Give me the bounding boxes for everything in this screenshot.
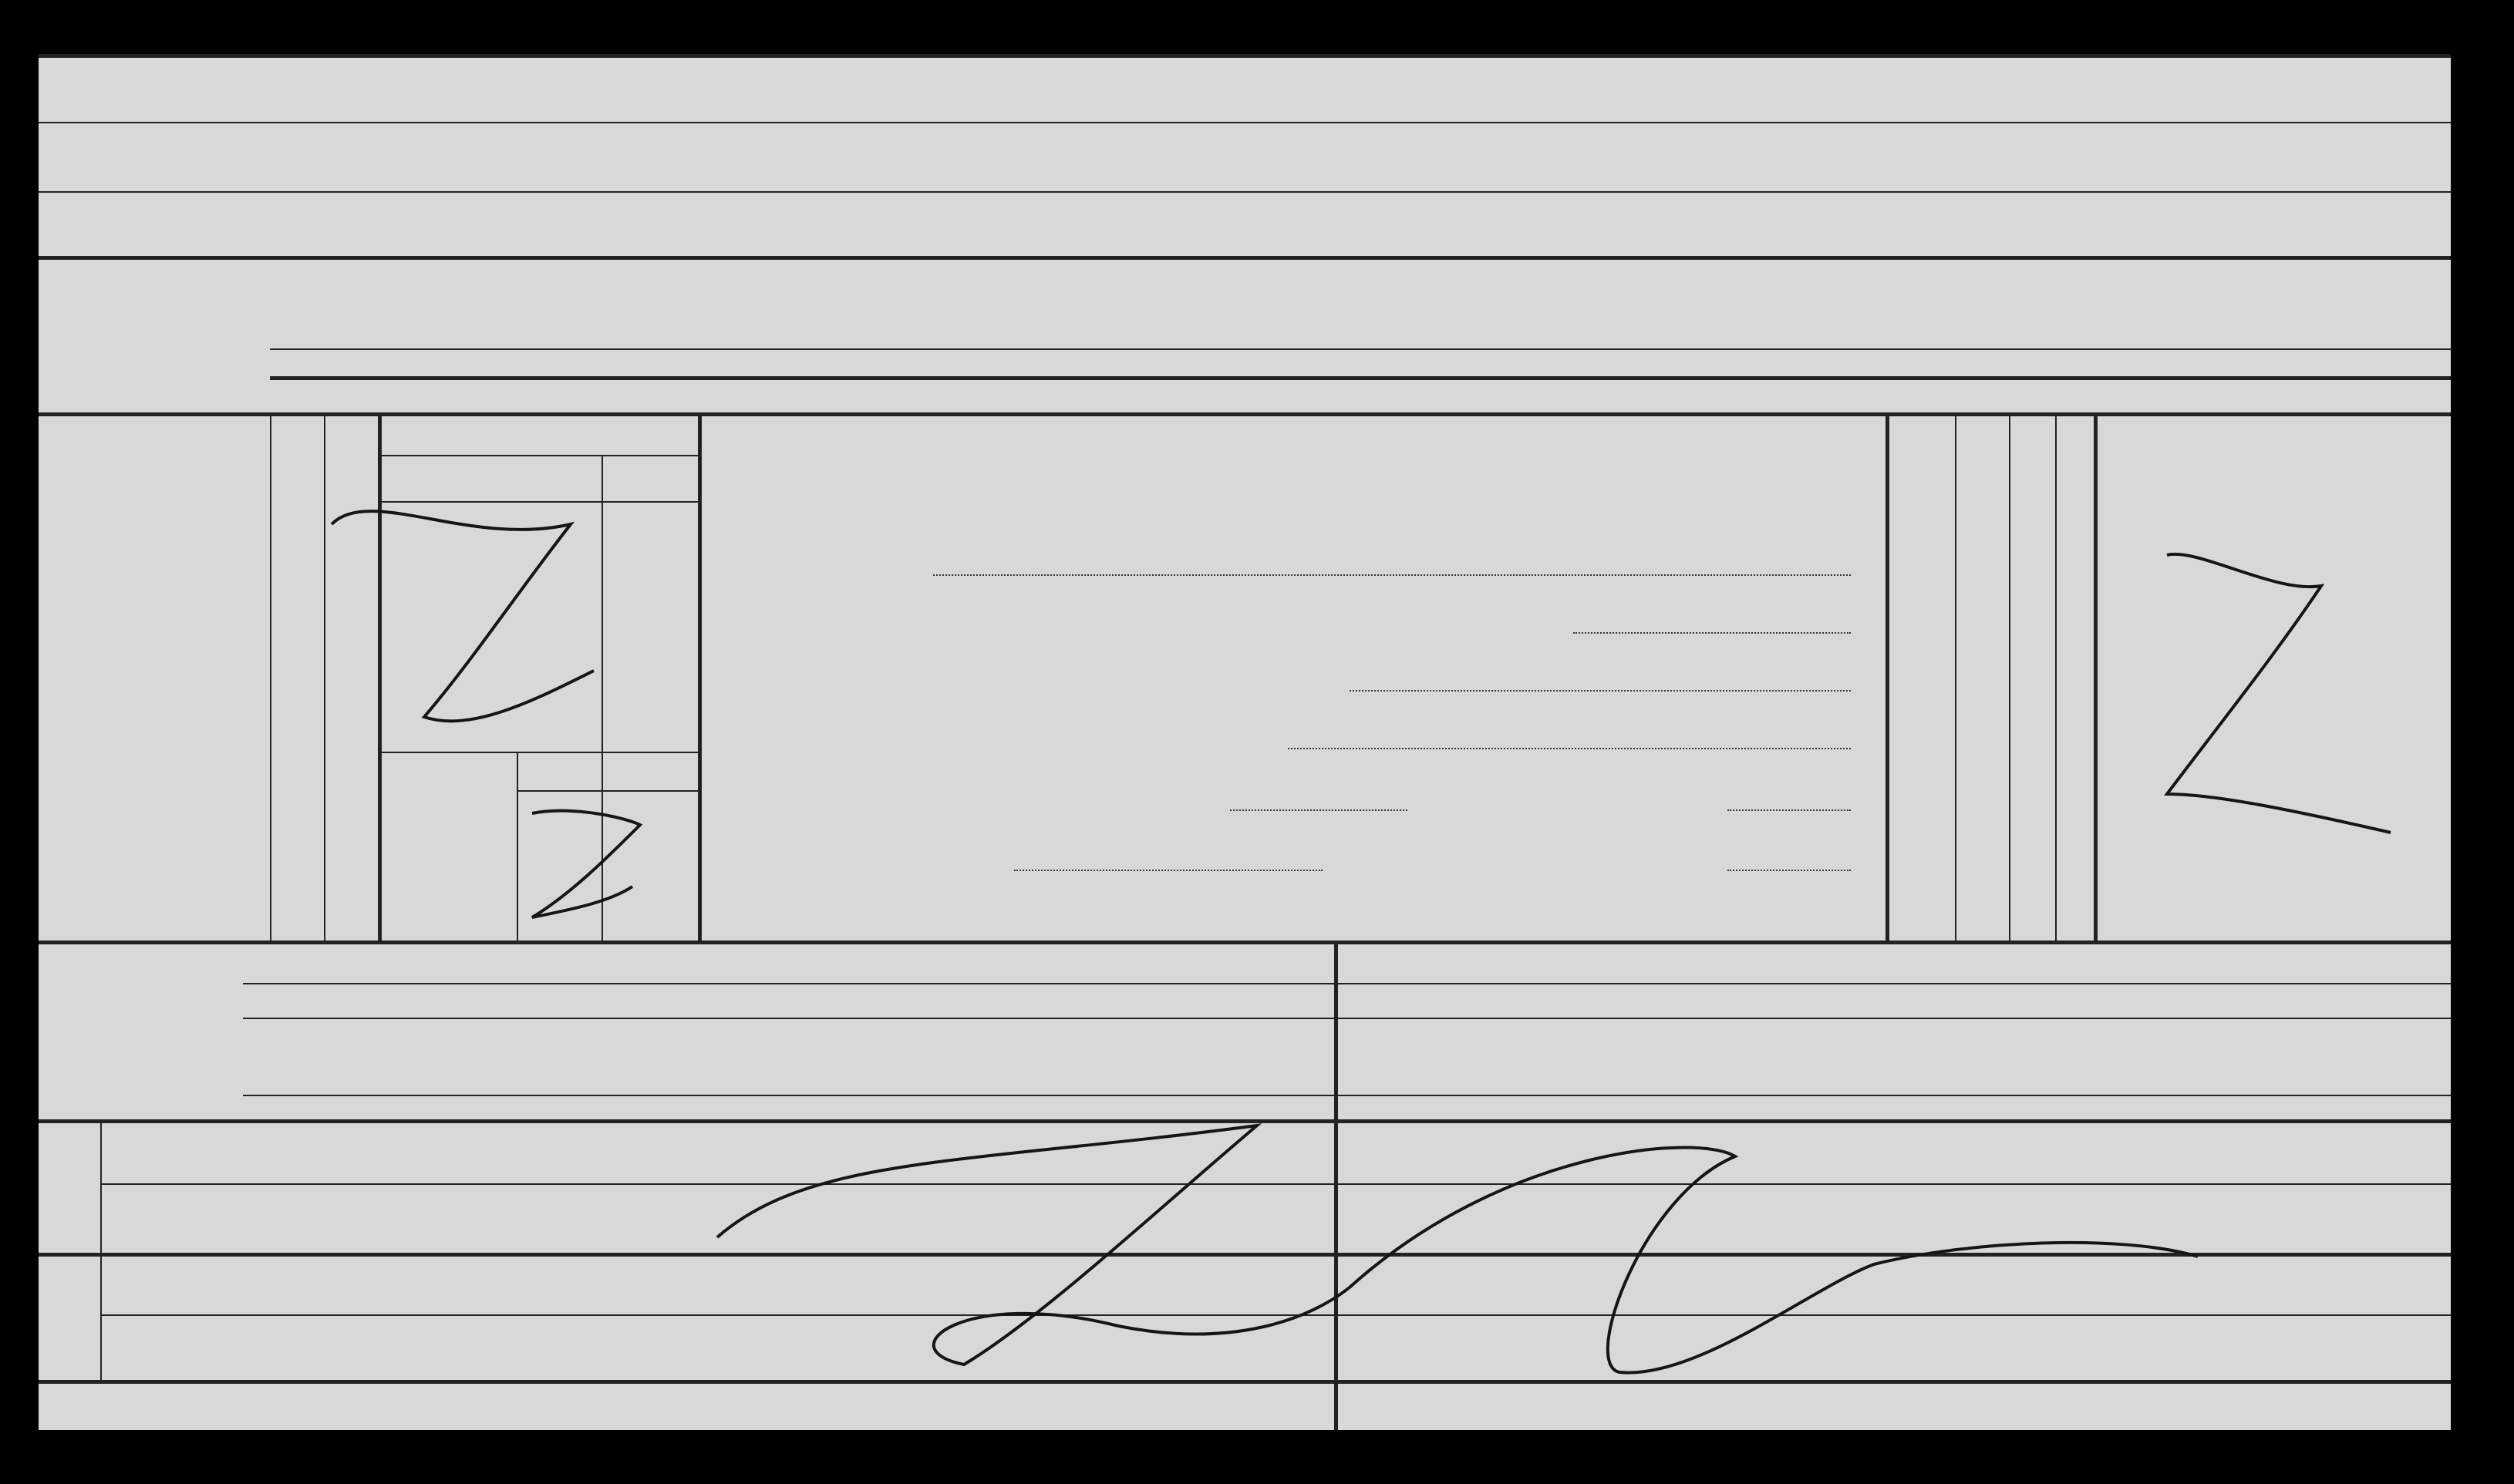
strike-marks: [39, 54, 2451, 1430]
census-card: [39, 54, 2451, 1430]
